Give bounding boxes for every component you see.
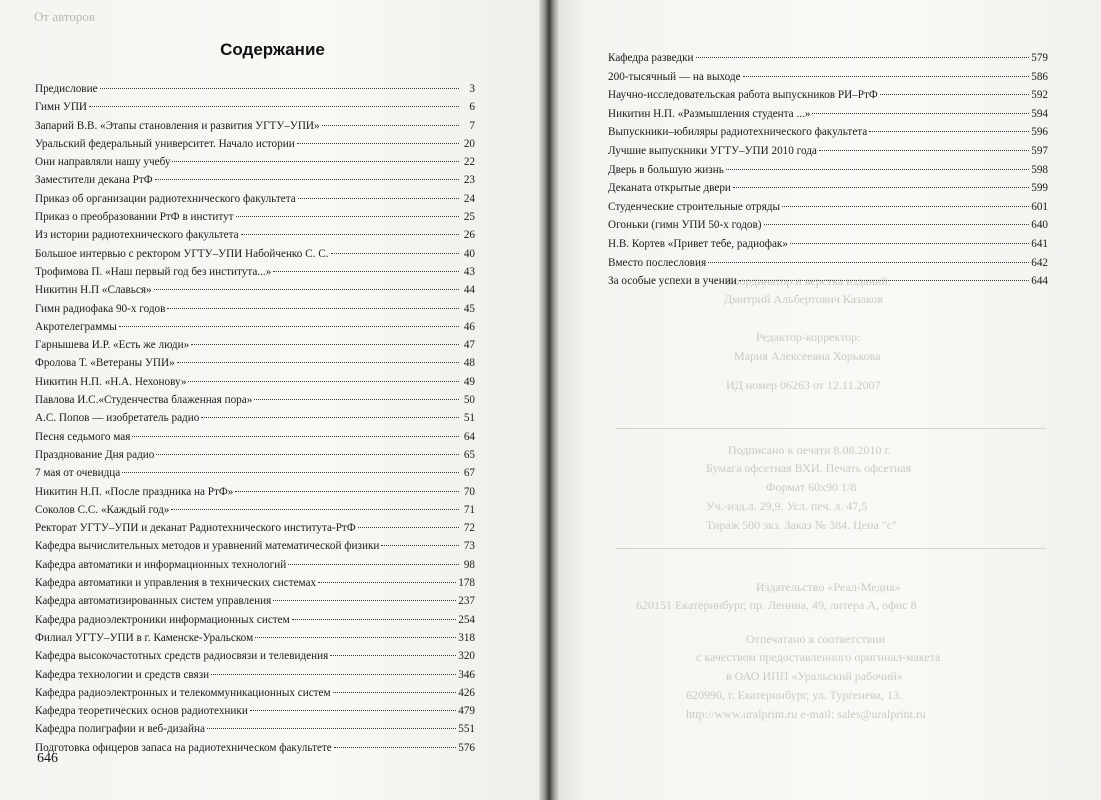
toc-entry	[608, 179, 1048, 198]
toc-entry	[35, 464, 475, 482]
dot-leader	[132, 436, 459, 437]
toc-entry	[35, 702, 475, 720]
dot-leader	[177, 362, 459, 363]
toc-entry-title: Приказ о преобразовании РтФ в институт	[35, 211, 234, 224]
toc-entry-title: 200-тысячный — на выходе	[608, 70, 741, 83]
toc-entry	[35, 501, 475, 519]
dot-leader	[739, 280, 1029, 281]
toc-entry-page: 640	[1031, 219, 1048, 232]
dot-leader	[819, 150, 1029, 151]
toc-entry-title: Никитин Н.П. «Н.А. Нехонову»	[35, 375, 187, 388]
toc-entry-title: Празднование Дня радио	[35, 448, 155, 461]
toc-entry-page: 51	[463, 412, 475, 425]
dot-leader	[322, 125, 459, 126]
showthrough-rule	[616, 548, 1046, 549]
dot-leader	[330, 655, 456, 656]
showthrough-line: 620151 Екатеринбург, пр. Ленина, 49, литера А, офис 8	[636, 598, 917, 612]
toc-entry-page: 45	[463, 302, 475, 315]
toc-entry	[35, 190, 475, 208]
toc-entry	[35, 336, 475, 354]
toc-entry-title: Кафедра теоретических основ радиотехники	[35, 705, 248, 718]
toc-entry-title: Большое интервью с ректором УГТУ–УПИ Набойченко С. С.	[35, 247, 329, 260]
toc-entry-title: Научно-исследовательская работа выпускников РИ–РтФ	[608, 89, 878, 102]
toc-entry-page: 594	[1031, 107, 1048, 120]
toc-entry-page: 67	[463, 467, 475, 480]
showthrough-line: с качеством предоставленного оригинал-макета	[696, 650, 941, 664]
toc-entry-title: Деканата открытые двери	[608, 182, 731, 195]
toc-entry-page: 641	[1031, 237, 1048, 250]
toc-entry-title: Трофимова П. «Наш первый год без института...»	[35, 265, 272, 278]
toc-entry	[35, 391, 475, 409]
toc-entry	[35, 629, 475, 647]
toc-entry	[35, 208, 475, 226]
toc-entry	[35, 446, 475, 464]
toc-title: Содержание	[220, 40, 325, 59]
dot-leader	[812, 113, 1029, 114]
dot-leader	[318, 582, 456, 583]
toc-entry	[35, 171, 475, 189]
toc-entry	[35, 684, 475, 702]
toc-entry	[35, 574, 475, 592]
dot-leader	[171, 509, 459, 510]
toc-entry-title: Фролова Т. «Ветераны УПИ»	[35, 357, 175, 370]
dot-leader	[331, 253, 459, 254]
dot-leader	[273, 271, 459, 272]
toc-entry	[35, 592, 475, 610]
toc-entry-page: 592	[1031, 89, 1048, 102]
toc-entry	[35, 373, 475, 391]
toc-entry-page: 73	[463, 540, 475, 553]
dot-leader	[191, 344, 459, 345]
toc-entry-title: Кафедра автоматики и управления в технических системах	[35, 577, 317, 590]
toc-entry-page: 599	[1031, 182, 1048, 195]
toc-entry	[35, 739, 475, 757]
toc-entry-page: 318	[458, 631, 475, 644]
toc-entry-title: Кафедра автоматики и информационных технологий	[35, 558, 287, 571]
toc-entry-title: Ректорат УГТУ–УПИ и деканат Радиотехнического института-РтФ	[35, 522, 356, 535]
running-head: От авторов	[34, 9, 96, 24]
toc-entry	[35, 135, 475, 153]
showthrough-line: Тираж 500 экз. Заказ № 384. Цена "с"	[706, 518, 897, 532]
toc-entry	[35, 428, 475, 446]
dot-leader	[211, 674, 456, 675]
toc-entry-title: Кафедра технологии и средств связи	[35, 668, 210, 681]
book-gutter	[539, 0, 559, 800]
toc-entry-page: 346	[458, 668, 475, 681]
dot-leader	[743, 76, 1030, 77]
dot-leader	[869, 131, 1029, 132]
toc-entry-page: 24	[463, 192, 475, 205]
toc-entry	[35, 153, 475, 171]
toc-entry-title: Дверь в большую жизнь	[608, 163, 724, 176]
toc-entry	[35, 80, 475, 98]
toc-list-left	[35, 80, 475, 757]
toc-entry	[35, 226, 475, 244]
dot-leader	[298, 198, 459, 199]
toc-entry-title: Подготовка офицеров запаса на радиотехническом факультете	[35, 741, 332, 754]
toc-entry	[608, 198, 1048, 217]
toc-entry-page: 598	[1031, 163, 1048, 176]
toc-entry	[35, 281, 475, 299]
toc-entry	[608, 161, 1048, 180]
toc-entry	[35, 300, 475, 318]
dot-leader	[726, 169, 1029, 170]
toc-entry	[608, 235, 1048, 254]
toc-entry-page: 22	[463, 156, 475, 169]
toc-entry	[608, 68, 1048, 87]
toc-entry	[35, 720, 475, 738]
toc-entry-title: Гарнышева И.Р. «Есть же люди»	[35, 339, 190, 352]
dot-leader	[358, 527, 459, 528]
toc-entry-title: Кафедра автоматизированных систем управления	[35, 595, 272, 608]
showthrough-line: ИД номер 06263 от 12.11.2007	[726, 378, 881, 392]
toc-entry-title: Кафедра разведки	[608, 52, 694, 64]
toc-entry-page: 46	[463, 320, 475, 333]
dot-leader	[297, 143, 459, 144]
showthrough-line: Бумага офсетная ВХИ. Печать офсетная	[706, 461, 912, 475]
dot-leader	[292, 619, 457, 620]
toc-entry	[608, 216, 1048, 235]
toc-entry-title: За особые успехи в учении	[608, 275, 737, 288]
toc-entry	[35, 409, 475, 427]
toc-entry-page: 586	[1031, 70, 1048, 83]
toc-entry-page: 237	[458, 595, 475, 608]
dot-leader	[201, 417, 459, 418]
toc-entry-title: Н.В. Кортев «Привет тебе, радиофак»	[608, 237, 788, 250]
toc-entry-title: 7 мая от очевидца	[35, 467, 121, 480]
toc-entry-page: 70	[463, 485, 475, 498]
toc-entry-page: 71	[463, 503, 475, 516]
dot-leader	[880, 94, 1029, 95]
dot-leader	[154, 289, 459, 290]
toc-entry-page: 65	[463, 448, 475, 461]
showthrough-line: Издательство «Реал-Медиа»	[756, 580, 901, 594]
toc-entry-page: 3	[469, 83, 475, 95]
toc-entry-title: Кафедра радиоэлектроники информационных систем	[35, 613, 290, 626]
dot-leader	[273, 600, 456, 601]
toc-entry-page: 576	[458, 741, 475, 754]
dot-leader	[333, 692, 457, 693]
dot-leader	[696, 57, 1030, 58]
toc-entry	[608, 49, 1048, 68]
toc-entry-title: Гимн УПИ	[35, 101, 87, 114]
dot-leader	[254, 399, 459, 400]
toc-entry-page: 26	[463, 229, 475, 242]
toc-entry-title: Филиал УГТУ–УПИ в г. Каменске-Уральском	[35, 631, 254, 644]
dot-leader	[764, 224, 1030, 225]
toc-entry-title: Выпускники–юбиляры радиотехнического факультета	[608, 126, 868, 139]
toc-entry-page: 178	[458, 577, 475, 590]
toc-entry	[35, 117, 475, 135]
dot-leader	[241, 234, 459, 235]
toc-entry	[35, 556, 475, 574]
toc-entry-page: 596	[1031, 126, 1048, 139]
toc-entry-title: Никитин Н.П. «Размышления студента ...»	[608, 107, 811, 120]
toc-entry	[35, 354, 475, 372]
toc-entry-title: Предисловие	[35, 83, 98, 95]
toc-entry-title: Огоньки (гимн УПИ 50-х годов)	[608, 219, 762, 232]
showthrough-line: Редактор-корректор:	[756, 330, 861, 344]
toc-entry-title: Уральский федеральный университет. Начало истории	[35, 137, 295, 150]
dot-leader	[119, 326, 459, 327]
toc-entry-page: 320	[458, 650, 475, 663]
toc-entry-title: Павлова И.С.«Студенчества блаженная пора»	[35, 394, 253, 407]
toc-entry	[35, 537, 475, 555]
showthrough-line: Мария Алексеевна Хорькова	[734, 349, 881, 363]
showthrough-line: Подписано к печати 8.08.2010 г.	[728, 443, 892, 457]
toc-entry-page: 597	[1031, 144, 1048, 157]
toc-entry-page: 6	[469, 101, 475, 114]
dot-leader	[188, 381, 459, 382]
dot-leader	[381, 545, 459, 546]
toc-entry-title: Акротелеграммы	[35, 320, 117, 333]
showthrough-rule	[616, 428, 1046, 429]
toc-entry-page: 479	[458, 705, 475, 718]
toc-entry	[35, 519, 475, 537]
left-page	[0, 0, 545, 800]
dot-leader	[708, 262, 1029, 263]
dot-leader	[122, 472, 459, 473]
toc-entry-title: Кафедра высокочастотных средств радиосвязи и телевидения	[35, 650, 329, 663]
toc-entry	[608, 254, 1048, 273]
toc-entry-title: Студенческие строительные отряды	[608, 200, 781, 213]
toc-entry-page: 44	[463, 284, 475, 297]
toc-entry-page: 551	[458, 723, 475, 736]
toc-entry-page: 40	[463, 247, 475, 260]
dot-leader	[733, 187, 1029, 188]
toc-entry-title: Они направляли нашу учебу	[35, 156, 171, 169]
toc-entry-page: 644	[1031, 275, 1048, 288]
toc-entry	[608, 123, 1048, 142]
toc-entry	[35, 647, 475, 665]
toc-entry-title: Заместители декана РтФ	[35, 174, 153, 187]
toc-entry-page: 25	[463, 211, 475, 224]
showthrough-line: Уч.-изд.л. 29,9. Усл. печ. л. 47,5	[706, 499, 868, 513]
dot-leader	[100, 88, 459, 89]
toc-entry-title: Гимн радиофака 90-х годов	[35, 302, 166, 315]
toc-entry-page: 601	[1031, 200, 1048, 213]
dot-leader	[334, 747, 456, 748]
page-number: 646	[37, 751, 58, 766]
dot-leader	[250, 710, 456, 711]
toc-entry-page: 47	[463, 339, 475, 352]
toc-entry-title: Кафедра вычислительных методов и уравнений математической физики	[35, 540, 380, 553]
toc-entry	[608, 142, 1048, 161]
showthrough-line: Дмитрий Альбертович Казаков	[724, 292, 884, 306]
toc-entry-title: Кафедра радиоэлектронных и телекоммуникационных систем	[35, 686, 331, 699]
toc-entry-page: 426	[458, 686, 475, 699]
toc-entry-page: 20	[463, 137, 475, 150]
toc-entry	[35, 666, 475, 684]
toc-entry-title: Лучшие выпускники УГТУ–УПИ 2010 года	[608, 144, 817, 157]
dot-leader	[790, 243, 1029, 244]
dot-leader	[167, 308, 459, 309]
toc-entry-page: 7	[469, 119, 475, 132]
toc-entry-title: Приказ об организации радиотехнического факультета	[35, 192, 296, 205]
toc-entry-page: 579	[1031, 52, 1048, 64]
showthrough-line: в ОАО ИПП «Уральский рабочий»	[726, 669, 903, 683]
toc-entry-title: Соколов С.С. «Каждый год»	[35, 503, 170, 516]
toc-entry-title: Вместо послесловия	[608, 256, 707, 269]
toc-entry	[35, 263, 475, 281]
toc-entry-page: 50	[463, 394, 475, 407]
toc-entry-page: 642	[1031, 256, 1048, 269]
showthrough-line: Отпечатано в соответствии	[746, 632, 886, 646]
dot-leader	[156, 454, 459, 455]
showthrough-line: http://www.uralprint.ru e-mail: sales@uralprint.ru	[686, 707, 926, 721]
toc-entry-title: Запарий В.В. «Этапы становления и развития УГТУ–УПИ»	[35, 119, 320, 132]
toc-entry-title: Никитин Н.П. «После праздника на РтФ»	[35, 485, 234, 498]
toc-entry-page: 43	[463, 265, 475, 278]
toc-entry-page: 49	[463, 375, 475, 388]
toc-entry-title: А.С. Попов — изобретатель радио	[35, 412, 200, 425]
toc-entry-title: Никитин Н.П «Славься»	[35, 284, 152, 297]
dot-leader	[89, 106, 459, 107]
toc-entry	[35, 611, 475, 629]
dot-leader	[235, 491, 459, 492]
toc-entry	[608, 272, 1048, 291]
toc-entry	[35, 318, 475, 336]
toc-entry-title: Из истории радиотехнического факультета	[35, 229, 239, 242]
showthrough-line: Формат 60х90 1/8	[766, 480, 857, 494]
showthrough-line: Координатор и верстка изданий:	[726, 274, 892, 288]
toc-entry-page: 48	[463, 357, 475, 370]
toc-entry	[608, 105, 1048, 124]
toc-entry	[35, 98, 475, 116]
toc-entry	[608, 86, 1048, 105]
toc-entry-page: 254	[458, 613, 475, 626]
toc-entry-title: Песня седьмого мая	[35, 430, 131, 443]
toc-list-right	[608, 49, 1048, 291]
toc-entry-page: 23	[463, 174, 475, 187]
toc-entry-page: 64	[463, 430, 475, 443]
showthrough-line: 620990, г. Екатеринбург, ул. Тургенева, 13.	[686, 688, 903, 702]
dot-leader	[172, 161, 459, 162]
dot-leader	[155, 179, 459, 180]
dot-leader	[207, 728, 456, 729]
toc-entry-page: 98	[463, 558, 475, 571]
dot-leader	[236, 216, 459, 217]
dot-leader	[782, 206, 1029, 207]
dot-leader	[255, 637, 456, 638]
dot-leader	[288, 564, 459, 565]
toc-entry	[35, 483, 475, 501]
toc-entry-title: Кафедра полиграфии и веб-дизайна	[35, 723, 205, 736]
toc-entry-page: 72	[463, 522, 475, 535]
toc-entry	[35, 245, 475, 263]
